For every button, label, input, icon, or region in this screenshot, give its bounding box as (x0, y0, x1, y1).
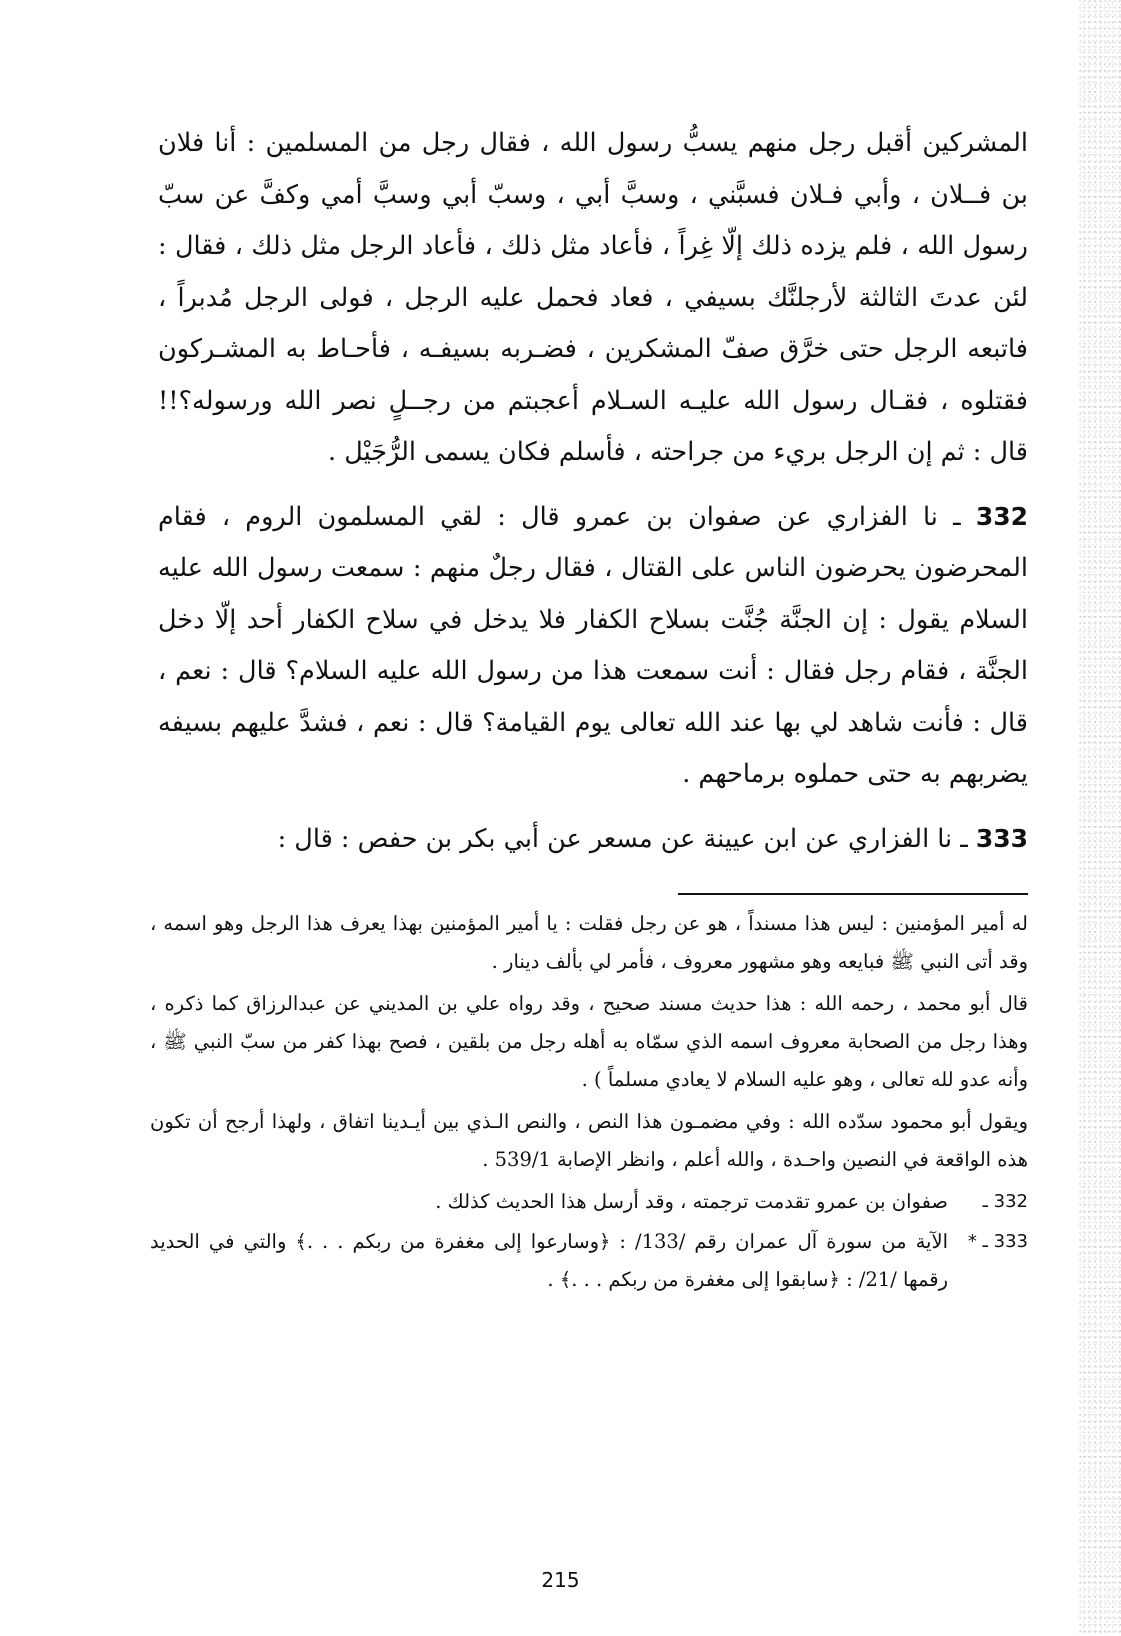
hadith-332 (158, 491, 1028, 801)
footnote-abu-mahmoud: ويقول أبو محمود سدّده الله : وفي مضمـون هذا النص ، والنص الـذي بين أيـدينا اتفاق ، ولهذا أرجح أن تكون هذه الواقعة في النصين واحـدة ، والله أعلم ، وانظر الإصابة 539/1 . (150, 1110, 1028, 1171)
scan-edge-noise (1079, 0, 1121, 1636)
hadith-333-text: ـ نا الفزاري عن ابن عيينة عن مسعر عن أبي بكر بن حفص : قال : (277, 823, 968, 854)
footnote-text-333: الآية من سورة آل عمران رقم /133/ : ﴿وسارعوا إلى مغفرة من ربكم . . .﴾ والتي في الحديد رقمها /21/ : ﴿سابقوا إلى مغفرة من ربكم . . .﴾ . (150, 1230, 948, 1291)
footnote-333 (150, 1223, 1028, 1299)
hadith-333 (158, 813, 1028, 866)
footnote-332 (150, 1183, 1028, 1221)
footnote-divider (678, 893, 1028, 895)
footnote-label-333: 333 ـ * (967, 1231, 1028, 1252)
footnotes (150, 905, 1028, 1301)
main-text (158, 118, 1028, 877)
hadith-number-332: 332 (975, 501, 1028, 531)
paragraph-continuation: المشركين أقبل رجل منهم يسبُّ رسول الله ، فقال رجل من المسلمين : أنا فلان بن فــلان ، وأبي فـلان فسبَّني ، وسبَّ أبي ، وسبّ أبي وسبَّ أمي وكفَّ عن سبّ رسول الله ، فلم يزده ذلك إلّا غِراً ، فأعاد مثل ذلك ، فأعاد الرجل مثل ذلك ، فقال : لئن عدتَ الثالثة لأرجلنَّك بسيفي ، فعاد فحمل عليه الرجل ، فولى الرجل مُدبراً ، فاتبعه الرجل حتى خرَّق صفّ المشكرين ، فضـربه بسيفـه ، فأحـاط به المشـركون فقتلوه ، فقـال رسول الله عليـه السـلام أعجبتم من رجــلٍ نصر الله ورسوله؟!! قال : ثم إن الرجل بريء من جراحته ، فأسلم فكان يسمى الرُّجَيْل . (158, 128, 1028, 467)
footnote-abu-muhammad: قال أبو محمد ، رحمه الله : هذا حديث مسند صحيح ، وقد رواه علي بن المديني عن عبدالرزاق كما ذكره ، وهذا رجل من الصحابة معروف اسمه الذي سمّاه به أهله رجل من بلقين ، فصح بهذا كفر من سبّ النبي ﷺ ، وأنه عدو لله تعالى ، وهو عليه السلام لا يعادي مسلماً ) . (150, 992, 1028, 1091)
hadith-332-text: ـ نا الفزاري عن صفوان بن عمرو قال : لقي المسلمون الروم ، فقام المحرضون يحرضون الناس على القتال ، فقال رجلٌ منهم : سمعت رسول الله عليه السلام يقول : إن الجنَّة جُنَّت بسلاح الكفار فلا يدخل في سلاح الكفار أحد إلّا دخل الجنَّة ، فقام رجل فقال : أنت سمعت هذا من رسول الله عليه السلام؟ قال : نعم ، قال : فأنت شاهد لي بها عند الله تعالى يوم القيامة؟ قال : نعم ، فشدَّ عليهم بسيفه يضربهم به حتى حملوه برماحهم . (158, 501, 1028, 789)
footnote-continuation: له أمير المؤمنين : ليس هذا مسنداً ، هو عن رجل فقلت : يا أمير المؤمنين بهذا يعرف هذا الرجل وهو اسمه ، وقد أتى النبي ﷺ فبايعه وهو مشهور معروف ، فأمر لي بألف دينار . (150, 912, 1028, 973)
footnote-label-332: 332 ـ (982, 1191, 1028, 1212)
hadith-number-333: 333 (975, 823, 1028, 853)
page-number: 215 (541, 1568, 580, 1592)
footnote-text-332: صفوان بن عمرو تقدمت ترجمته ، وقد أرسل هذا الحديث كذلك . (435, 1190, 948, 1213)
